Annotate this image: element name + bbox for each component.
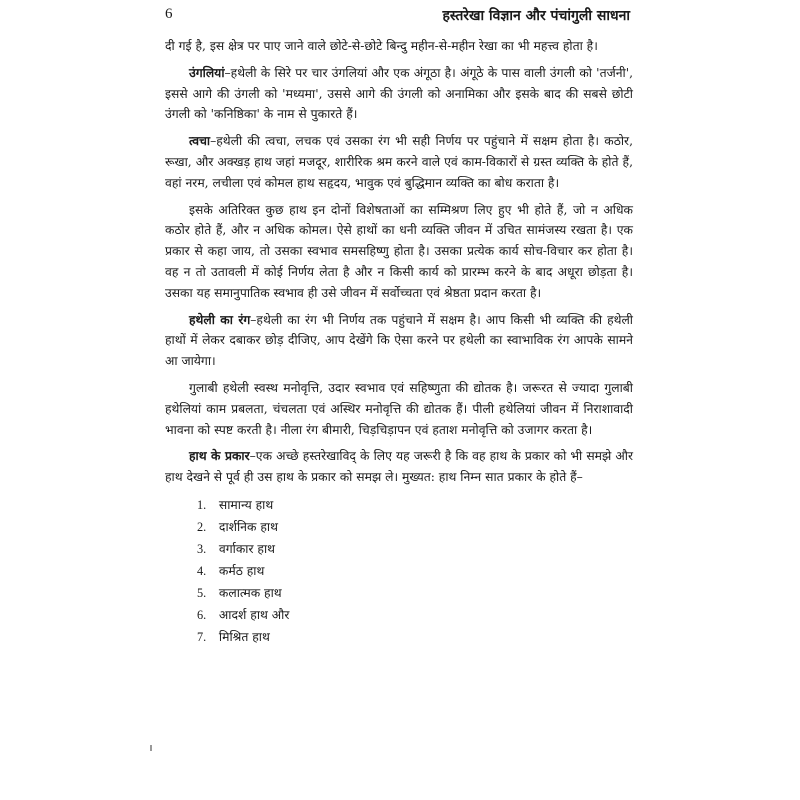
paragraph-text: –हथेली का रंग भी निर्णय तक पहुंचाने में सक्षम है। आप किसी भी व्यक्ति की हथेली हाथों में लेकर दबाकर छोड़ दीजिए, आप देखेंगे कि ऐसा करने पर हथेली का स्वाभाविक रंग आपके सामने आ जायेगा। bbox=[165, 312, 633, 369]
list-item-label: दार्शनिक हाथ bbox=[218, 519, 278, 534]
list-item-number: 3. bbox=[197, 541, 207, 556]
page-body bbox=[165, 36, 633, 648]
paragraph-intro-continuation bbox=[165, 36, 633, 57]
paragraph-text: –हथेली की त्वचा, लचक एवं उसका रंग भी सही निर्णय पर पहुंचाने में सक्षम होता है। कठोर, रूखा, और अक्खड़ हाथ जहां मजदूर, शारीरिक श्रम करने वाले एवं काम-विकारों से ग्रस्त व्यक्ति के होते हैं, वहां नरम, लचीला एवं कोमल हाथ सहृदय, भावुक एवं बुद्धिमान व्यक्ति का बोध कराता है। bbox=[165, 134, 633, 190]
list-item-number: 1. bbox=[197, 497, 207, 512]
running-title: हस्तरेखा विज्ञान और पंचांगुली साधना bbox=[442, 8, 630, 24]
list-item-label: सामान्य हाथ bbox=[218, 497, 274, 512]
list-item-number: 2. bbox=[197, 519, 207, 534]
paragraph-term: हाथ के प्रकार bbox=[189, 448, 250, 464]
paragraph-skin bbox=[165, 131, 633, 193]
list-item-number: 6. bbox=[197, 607, 207, 622]
margin-mark bbox=[150, 745, 152, 751]
paragraph-palm-color bbox=[165, 310, 633, 372]
list-item-label: आदर्श हाथ और bbox=[218, 607, 290, 622]
list-item-number: 4. bbox=[197, 563, 207, 578]
paragraph-text: –एक अच्छे हस्तरेखाविद् के लिए यह जरूरी है कि वह हाथ के प्रकार को भी समझे और हाथ देखने से पूर्व ही उस हाथ के प्रकार को समझ ले। मुख्यत: हाथ निम्न सात प्रकार के होते हैं– bbox=[165, 449, 634, 485]
paragraph-text: –हथेली के सिरे पर चार उंगलियां और एक अंगूठा है। अंगूठे के पास वाली उंगली को 'तर्जनी', इससे आगे की उंगली को 'मध्यमा', उससे आगे की उंगली को अनामिका और इसके बाद की सबसे छोटी उंगली को 'कनिष्ठिका' के नाम से पुकारते हैं। bbox=[165, 65, 633, 122]
list-item bbox=[197, 582, 633, 604]
list-item bbox=[197, 538, 633, 560]
paragraph-mixed-hands bbox=[165, 200, 633, 304]
list-item bbox=[197, 626, 633, 648]
list-item-label: कलात्मक हाथ bbox=[218, 585, 282, 600]
list-item bbox=[197, 494, 633, 516]
list-item bbox=[197, 516, 633, 538]
page-header bbox=[165, 6, 630, 30]
hand-types-list bbox=[165, 494, 633, 648]
paragraph-term: उंगलियां bbox=[189, 64, 225, 80]
list-item-label: कर्मठ हाथ bbox=[218, 563, 265, 578]
paragraph-text: गुलाबी हथेली स्वस्थ मनोवृत्ति, उदार स्वभाव एवं सहिष्णुता की द्योतक है। जरूरत से ज्यादा गुलाबी हथेलियां काम प्रबलता, चंचलता एवं अस्थिर मनोवृत्ति की द्योतक हैं। पीली हथेलियां जीवन में निराशावादी भावना को स्पष्ट करती है। नीला रंग बीमारी, चिड़चिड़ापन एवं हताश मनोवृत्ति को उजागर करता है। bbox=[165, 380, 633, 437]
paragraph-fingers bbox=[165, 63, 633, 125]
list-item-label: मिश्रित हाथ bbox=[218, 629, 270, 644]
list-item-number: 5. bbox=[197, 585, 207, 600]
page-number: 6 bbox=[165, 6, 173, 22]
paragraph-term: त्वचा bbox=[189, 133, 211, 149]
paragraph-text: इसके अतिरिक्त कुछ हाथ इन दोनों विशेषताओं का सम्मिश्रण लिए हुए भी होते हैं, जो न अधिक कठोर होते हैं, और न अधिक कोमल। ऐसे हाथों का धनी व्यक्ति जीवन में उचित सामंजस्य रखता है। एक प्रकार से कहा जाय, तो उसका स्वभाव समसहिष्णु होता है। उसका प्रत्येक कार्य सोच-विचार कर होता है। वह न तो उतावली में कोई निर्णय लेता है और न किसी कार्य को प्रारम्भ करने के बाद अधूरा छोड़ता है। उसका यह समानुपातिक स्वभाव ही उसे जीवन में सर्वोच्चता एवं श्रेष्ठता प्रदान करता है। bbox=[165, 202, 633, 300]
list-item bbox=[197, 560, 633, 582]
paragraph-hand-types bbox=[165, 446, 633, 488]
paragraph-color-meaning bbox=[165, 378, 633, 440]
list-item-label: वर्गाकार हाथ bbox=[218, 541, 276, 556]
list-item-number: 7. bbox=[197, 629, 207, 644]
paragraph-text: दी गई है, इस क्षेत्र पर पाए जाने वाले छोटे-से-छोटे बिन्दु महीन-से-महीन रेखा का भी महत्त्व होता है। bbox=[165, 39, 598, 53]
list-item bbox=[197, 604, 633, 626]
paragraph-term: हथेली का रंग bbox=[189, 311, 251, 327]
